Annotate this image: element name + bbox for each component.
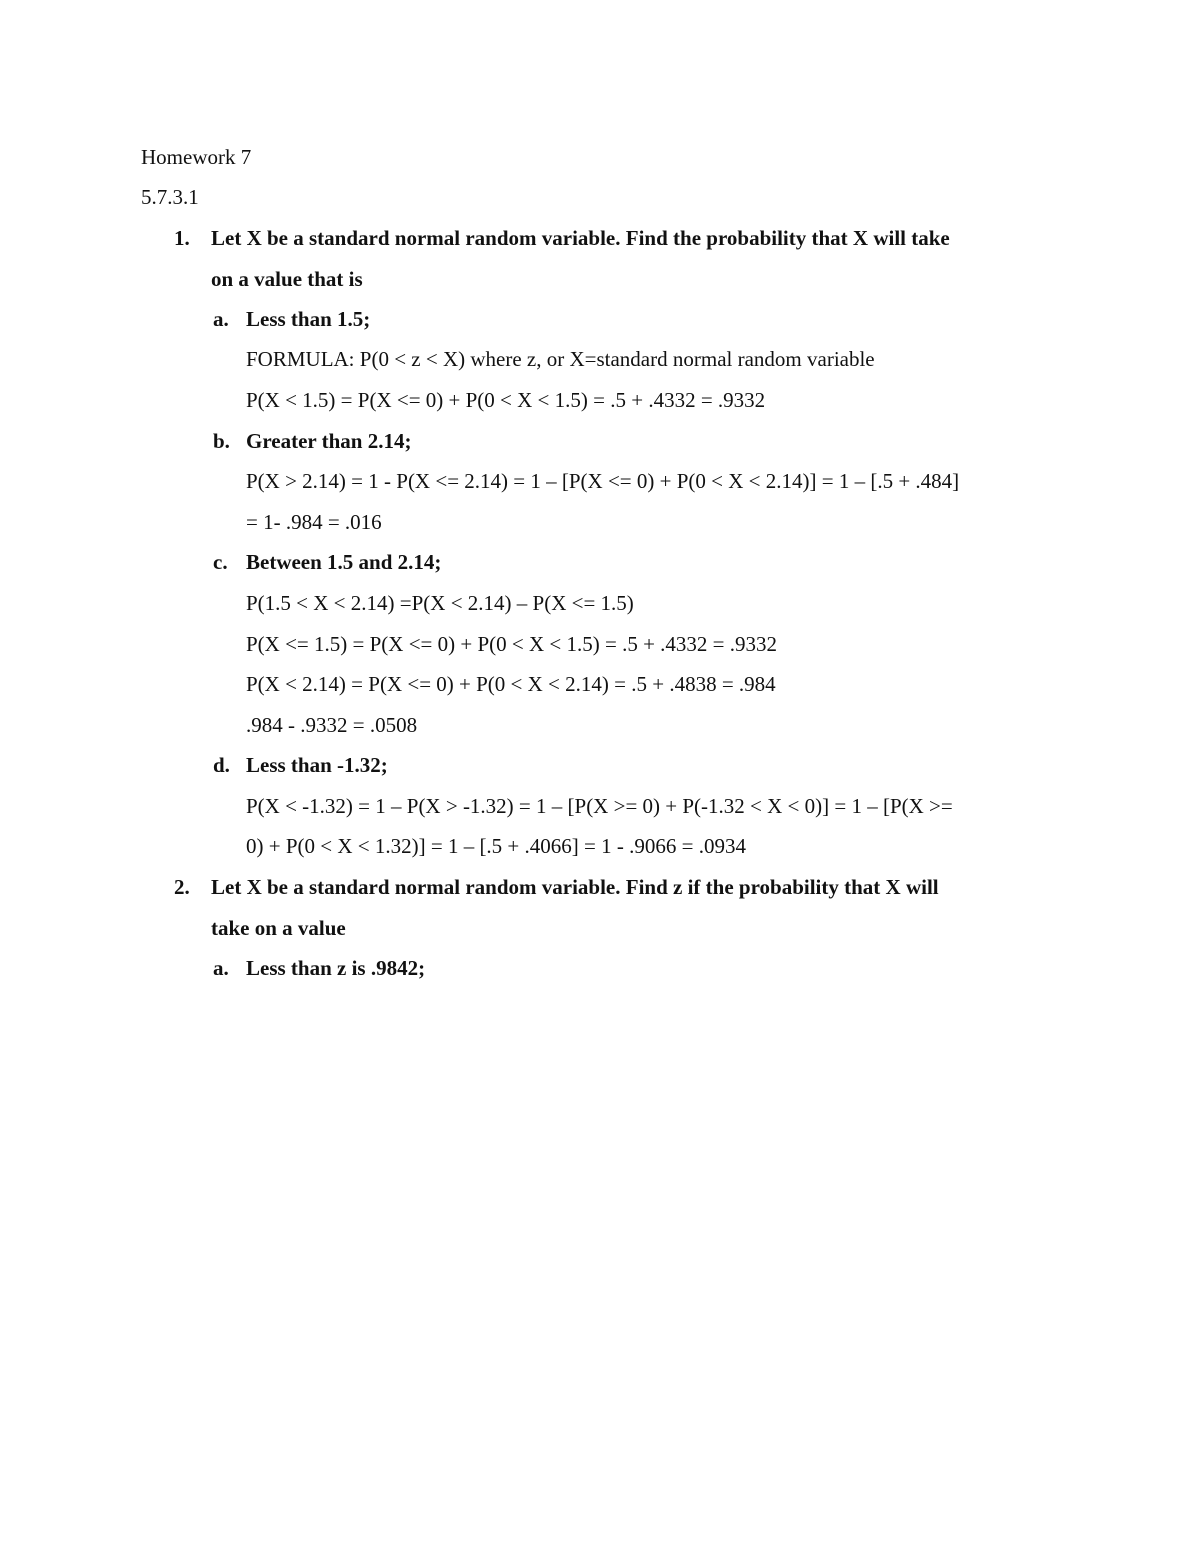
- question-2-prompt-line-2: take on a value: [211, 916, 346, 940]
- part-1a-letter: a.: [213, 307, 229, 331]
- part-1a-work-line-2: P(X < 1.5) = P(X <= 0) + P(0 < X < 1.5) = .5 + .4332 = .9332: [246, 388, 766, 412]
- part-1b-work-line-2: = 1- .984 = .016: [246, 510, 382, 534]
- part-1c-work-line-2: P(X <= 1.5) = P(X <= 0) + P(0 < X < 1.5) = .5 + .4332 = .9332: [246, 632, 778, 656]
- part-1a-work-line-1: FORMULA: P(0 < z < X) where z, or X=standard normal random variable: [246, 347, 875, 371]
- part-1c-work-line-3: P(X < 2.14) = P(X <= 0) + P(0 < X < 2.14) = .5 + .4838 = .984: [246, 672, 776, 696]
- part-2a-label: Less than z is .9842;: [246, 956, 426, 980]
- part-1c-letter: c.: [213, 550, 228, 574]
- part-1d-letter: d.: [213, 753, 230, 777]
- part-1b-work-line-1: P(X > 2.14) = 1 - P(X <= 2.14) = 1 – [P(X <= 0) + P(0 < X < 2.14)] = 1 – [.5 + .484]: [246, 469, 960, 493]
- question-2-number: 2.: [174, 875, 190, 899]
- document-title: Homework 7: [141, 145, 252, 169]
- part-1d-label: Less than -1.32;: [246, 753, 388, 777]
- part-1a-label: Less than 1.5;: [246, 307, 371, 331]
- question-1-prompt-line-1: Let X be a standard normal random variable. Find the probability that X will take: [211, 226, 950, 250]
- part-2a-letter: a.: [213, 956, 229, 980]
- part-1d-work-line-1: P(X < -1.32) = 1 – P(X > -1.32) = 1 – [P(X >= 0) + P(-1.32 < X < 0)] = 1 – [P(X >=: [246, 794, 953, 818]
- section-number: 5.7.3.1: [141, 185, 199, 209]
- question-1-number: 1.: [174, 226, 190, 250]
- question-2-prompt-line-1: Let X be a standard normal random variable. Find z if the probability that X will: [211, 875, 939, 899]
- part-1c-label: Between 1.5 and 2.14;: [246, 550, 442, 574]
- part-1b-label: Greater than 2.14;: [246, 429, 412, 453]
- part-1c-work-line-4: .984 - .9332 = .0508: [246, 713, 418, 737]
- part-1b-letter: b.: [213, 429, 230, 453]
- question-1-prompt-line-2: on a value that is: [211, 267, 363, 291]
- part-1c-work-line-1: P(1.5 < X < 2.14) =P(X < 2.14) – P(X <= 1.5): [246, 591, 634, 615]
- part-1d-work-line-2: 0) + P(0 < X < 1.32)] = 1 – [.5 + .4066] = 1 - .9066 = .0934: [246, 834, 746, 858]
